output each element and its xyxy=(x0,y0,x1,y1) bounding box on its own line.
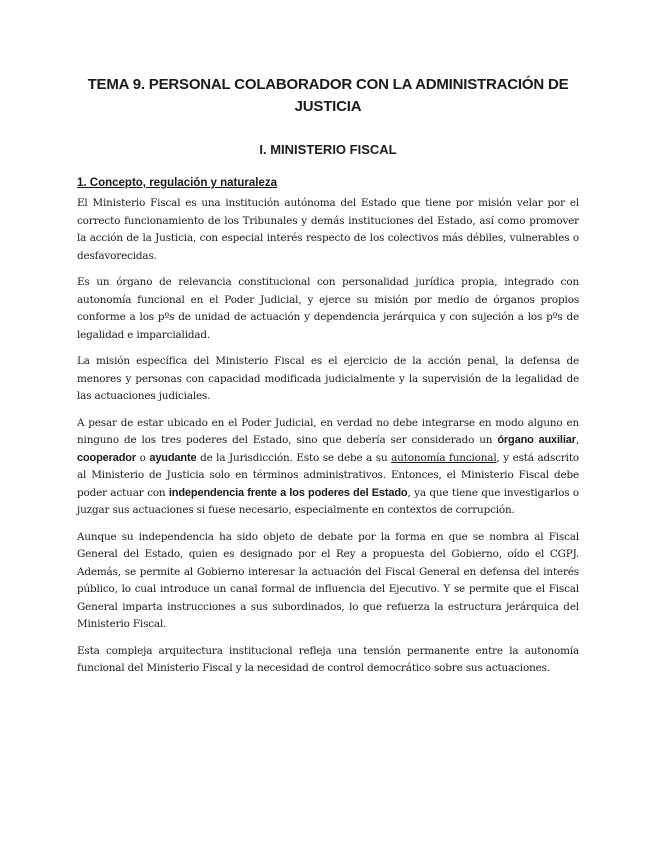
paragraph-4-text-1: A pesar de estar ubicado en el Poder Judicial, en verdad no debe integrarse en modo alguno en ninguno de los tres poderes del Estado, sino que debería ser considerado un xyxy=(77,416,579,446)
paragraph-2: Es un órgano de relevancia constitucional con personalidad jurídica propia, integrado con autonomía funcional en el Poder Judicial, y ejerce su misión por medio de órganos propios conforme a los pºs de unidad de actuación y dependencia jerárquica y con sujeción a los pºs de legalidad e imparcialidad. xyxy=(77,276,579,341)
section-title: I. MINISTERIO FISCAL xyxy=(259,142,397,157)
paragraph-4 xyxy=(77,415,579,520)
subheading: 1. Concepto, regulación y naturaleza xyxy=(77,177,278,189)
bold-ayudante: ayudante xyxy=(149,451,197,464)
paragraph-3: La misión específica del Ministerio Fiscal es el ejercicio de la acción penal, la defensa de menores y personas con capacidad modificada judicialmente y la supervisión de la legalidad de las actuaciones judiciales. xyxy=(77,355,579,402)
underlined-autonomia-funcional: autonomía funcional xyxy=(391,451,497,464)
paragraph-5: Aunque su independencia ha sido objeto de debate por la forma en que se nombra al Fiscal General del Estado, quien es designado por el Rey a propuesta del Gobierno, oído el CGPJ. Además, se permite al Gobierno interesar la actuación del Fiscal General en defensa del interés público, lo cual introduce un canal formal de influencia del Ejecutivo. Y se permite que el Fiscal General imparta instrucciones a sus subordinados, lo que refuerza la estructura jerárquica del Ministerio Fiscal. xyxy=(77,530,579,630)
paragraph-4-text-2: , xyxy=(575,434,579,446)
bold-independencia: independencia frente a los poderes del Estado xyxy=(168,486,408,499)
paragraph-4-text-3: o xyxy=(136,451,150,464)
paragraph-4-text-6: , ya que tiene que investigarlos o juzgar sus actuaciones si fuese necesario, especialmente en contextos de corrupción. xyxy=(77,486,579,516)
paragraph-1: El Ministerio Fiscal es una institución autónoma del Estado que tiene por misión velar por el correcto funcionamiento de los Tribunales y demás instituciones del Estado, así como promover la acción de la Justicia, con especial interés respecto de los colectivos más débiles, vulnerables o desfavorecidas. xyxy=(77,197,579,262)
document-page xyxy=(77,74,579,678)
paragraph-4-text-4: de la Jurisdicción. Esto se debe a su xyxy=(196,451,392,464)
paragraph-6: Esta compleja arquitectura institucional refleja una tensión permanente entre la autonomía funcional del Ministerio Fiscal y la necesidad de control democrático sobre sus actuaciones. xyxy=(77,644,579,674)
bold-cooperador: cooperador xyxy=(77,451,137,464)
paragraph-4-text-5: , y está adscrito al Ministerio de Justicia solo en términos administrativos. Entonces, el Ministerio Fiscal debe poder actuar con xyxy=(77,451,579,499)
document-title: TEMA 9. PERSONAL COLABORADOR CON LA ADMINISTRACIÓN DE JUSTICIA xyxy=(87,76,569,115)
bold-organo-auxiliar: órgano auxiliar xyxy=(497,434,576,446)
